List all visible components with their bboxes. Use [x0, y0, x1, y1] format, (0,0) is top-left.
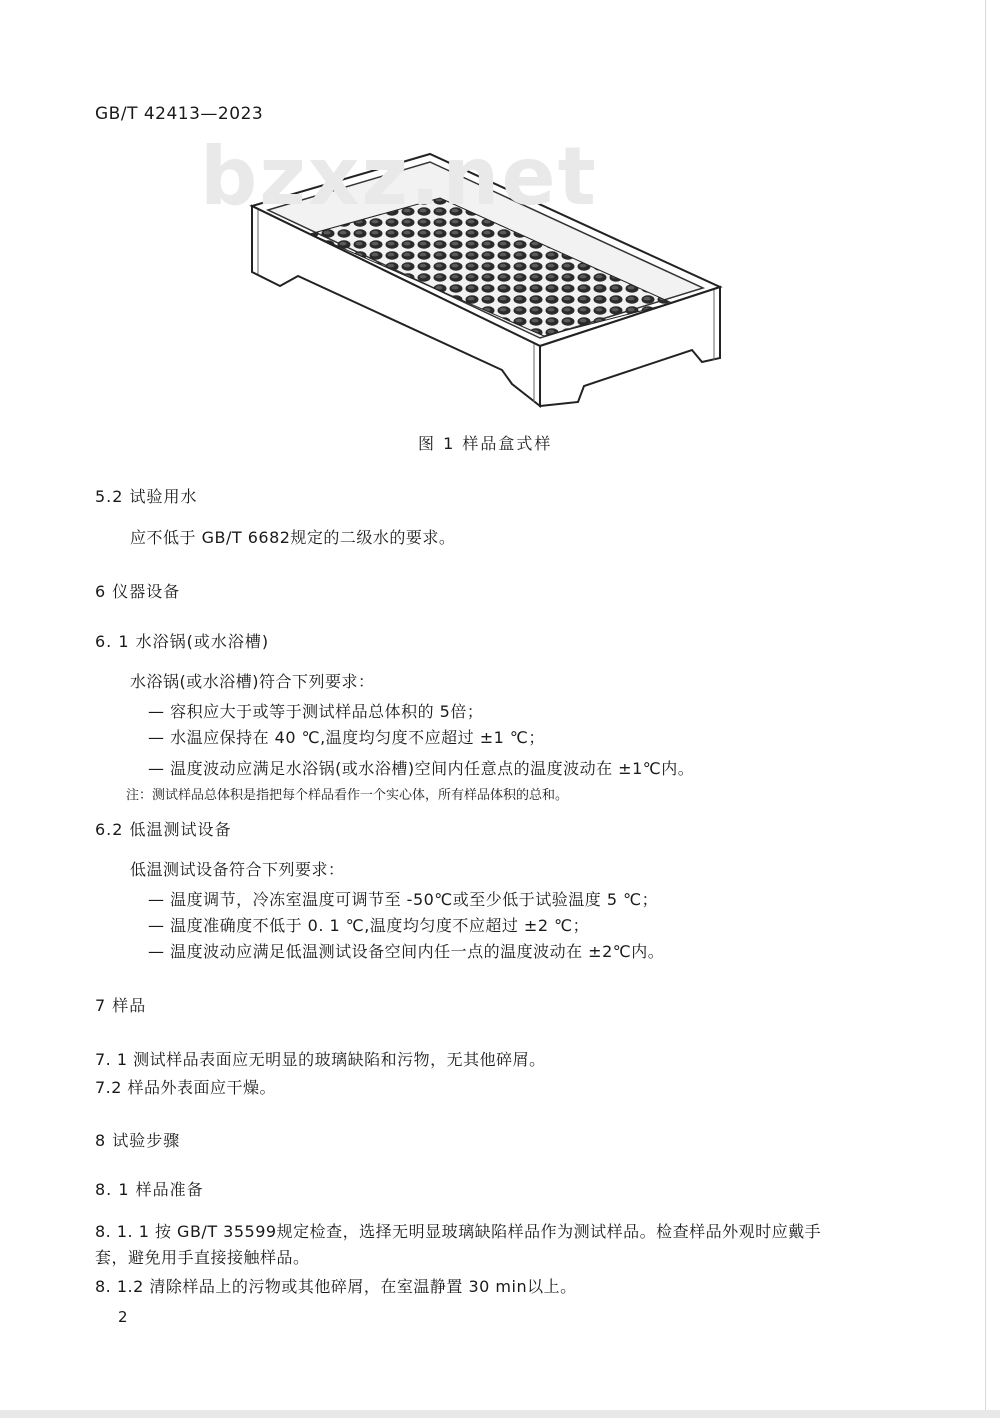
figure-caption: 图 1 样品盒式样: [418, 434, 553, 453]
section-5-2-body: 应不低于 GB/T 6682规定的二级水的要求。: [130, 528, 456, 547]
page-number: 2: [118, 1308, 128, 1326]
section-5-2-heading: 5.2 试验用水: [95, 487, 198, 506]
section-8-heading: 8 试验步骤: [95, 1131, 181, 1150]
section-6-1-item-3: — 温度波动应满足水浴锅(或水浴槽)空间内任意点的温度波动在 ±1℃内。: [148, 759, 695, 778]
section-8-1-1-line-1: 8. 1. 1 按 GB/T 35599规定检查，选择无明显玻璃缺陷样品作为测试样品。检查样品外观时应戴手: [95, 1222, 822, 1241]
section-6-2-intro: 低温测试设备符合下列要求：: [130, 860, 345, 879]
section-6-1-note: 注：测试样品总体积是指把每个样品看作一个实心体，所有样品体积的总和。: [126, 788, 569, 803]
document-id: GB/T 42413—2023: [95, 104, 264, 124]
section-6-heading: 6 仪器设备: [95, 582, 181, 601]
section-8-1-heading: 8. 1 样品准备: [95, 1180, 204, 1199]
page-edge-right: [985, 0, 986, 1418]
section-8-1-2: 8. 1.2 清除样品上的污物或其他碎屑，在室温静置 30 min以上。: [95, 1277, 577, 1296]
section-6-2-item-3: — 温度波动应满足低温测试设备空间内任一点的温度波动在 ±2℃内。: [148, 942, 665, 961]
section-6-2-heading: 6.2 低温测试设备: [95, 820, 232, 839]
section-6-1-item-2: — 水温应保持在 40 ℃,温度均匀度不应超过 ±1 ℃；: [148, 728, 545, 747]
section-7-heading: 7 样品: [95, 996, 147, 1015]
section-6-1-heading: 6. 1 水浴锅(或水浴槽): [95, 632, 270, 651]
page-edge-bottom: [0, 1410, 1000, 1418]
section-6-2-item-2: — 温度准确度不低于 0. 1 ℃,温度均匀度不应超过 ±2 ℃；: [148, 916, 590, 935]
section-7-1: 7. 1 测试样品表面应无明显的玻璃缺陷和污物，无其他碎屑。: [95, 1050, 546, 1069]
section-6-2-item-1: — 温度调节，冷冻室温度可调节至 -50℃或至少低于试验温度 5 ℃；: [148, 890, 659, 909]
watermark-text: bzxz.net: [200, 130, 598, 223]
section-6-1-item-1: — 容积应大于或等于测试样品总体积的 5倍；: [148, 702, 484, 721]
section-7-2: 7.2 样品外表面应干燥。: [95, 1078, 277, 1097]
section-8-1-1-line-2: 套，避免用手直接接触样品。: [95, 1248, 310, 1267]
section-6-1-intro: 水浴锅(或水浴槽)符合下列要求：: [130, 672, 375, 691]
